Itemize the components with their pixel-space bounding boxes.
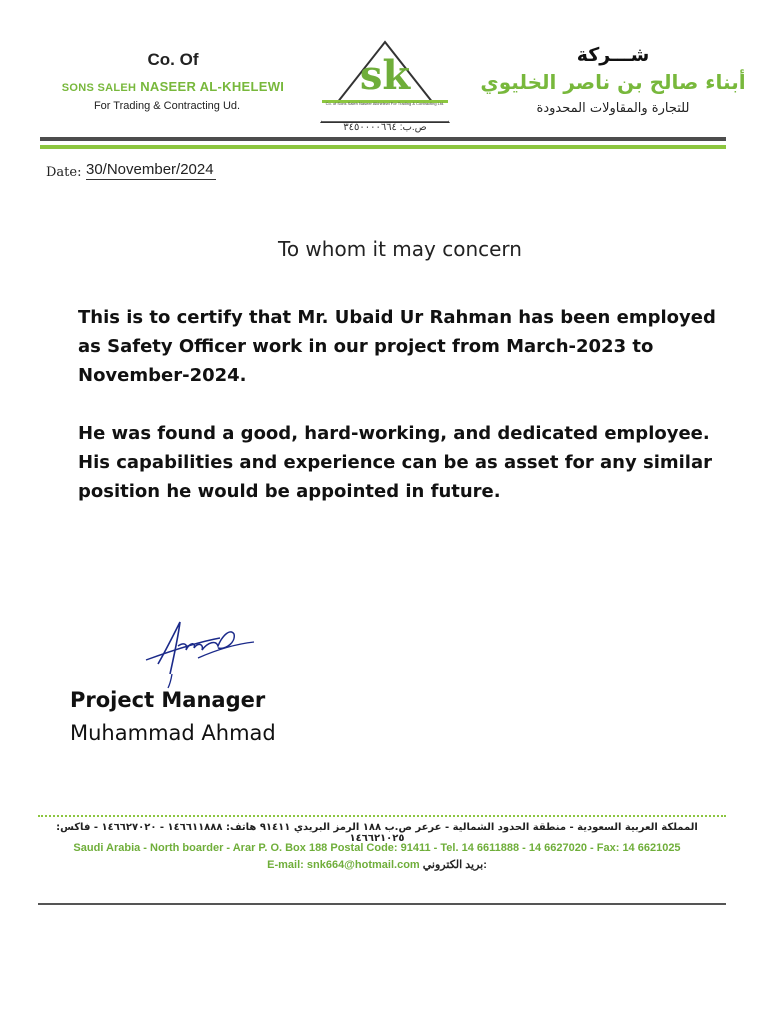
logo-po-box: ص.ب: ٣٤٥٠٠٠٠٦٦٤ bbox=[343, 122, 427, 133]
certification-paragraph: This is to certify that Mr. Ubaid Ur Rahman has been employed as Safety Officer work in our project from March-2023 to November-2024. bbox=[78, 307, 716, 386]
company-name-main: NASEER AL-KHELEWI bbox=[140, 79, 285, 94]
footer-english-address: Saudi Arabia - North boarder - Arar P. O. Box 188 Postal Code: 91411 - Tel. 14 6611888 - 14 6627020 - Fax: 14 6621025 bbox=[73, 842, 681, 854]
footer-arabic-address: المملكة العربية السعودية - منطقة الحدود الشمالية - عرعر ص.ب ١٨٨ الرمز البريدي ٩١٤١١ هاتف: ١٤٦٦١١٨٨٨ - ١٤٦٦٢٧٠٢٠ - فاكس: ١٤٦٦٢١٠٢٥ bbox=[56, 822, 698, 844]
evaluation-paragraph: He was found a good, hard-working, and dedicated employee. His capabilities and experience can be as asset for any similar position he would be appointed in future. bbox=[78, 423, 712, 502]
company-prefix: Co. Of bbox=[147, 50, 199, 69]
signatory-title: Project Manager bbox=[70, 688, 266, 712]
logo-tagline: Co. of Sons Saleh Naseer Alkhelewi For Trading & Contracting Ltd. bbox=[325, 101, 445, 106]
footer-rule-bottom bbox=[38, 903, 726, 905]
company-name-english bbox=[0, 79, 346, 94]
arabic-company-subtitle: للتجارة والمقاولات المحدودة bbox=[536, 101, 690, 116]
handwritten-signature bbox=[138, 612, 258, 692]
email-address: snk664@hotmail.com bbox=[306, 859, 420, 871]
header-rule-dark bbox=[40, 137, 726, 141]
signatory-name: Muhammad Ahmad bbox=[70, 721, 276, 745]
footer-rule-top bbox=[38, 815, 726, 817]
date-label: Date: bbox=[46, 165, 82, 180]
email-label: E-mail: bbox=[267, 859, 304, 871]
salutation: To whom it may concern bbox=[278, 237, 522, 261]
header-rule-green bbox=[40, 145, 726, 149]
date-value: 30/November/2024 bbox=[86, 161, 214, 178]
arabic-company-name: أبناء صالح بن ناصر الخليوي bbox=[480, 70, 746, 94]
company-name-small: SONS SALEH bbox=[61, 82, 137, 94]
logo-text: sk bbox=[359, 52, 411, 99]
email-label-arabic: بريد الكتروني: bbox=[422, 859, 487, 871]
arabic-company-prefix: شـــركة bbox=[576, 44, 650, 66]
company-subtitle: For Trading & Contracting Ud. bbox=[93, 100, 241, 112]
footer-email-line bbox=[38, 858, 716, 871]
